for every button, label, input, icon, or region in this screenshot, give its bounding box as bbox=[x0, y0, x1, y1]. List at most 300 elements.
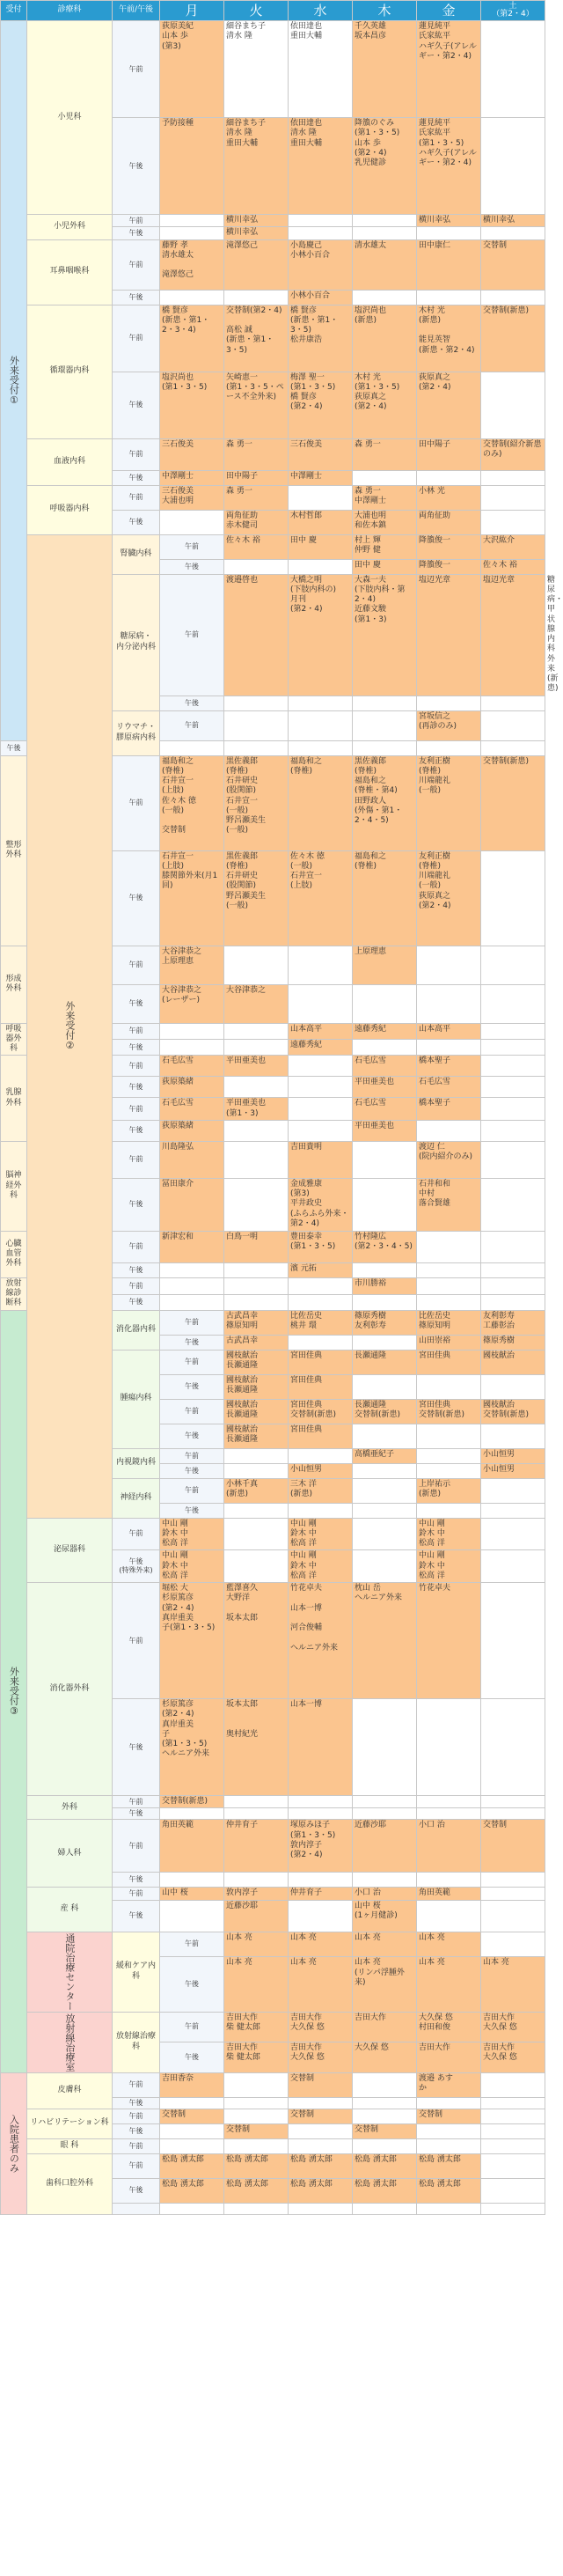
ampm-cell bbox=[113, 2203, 160, 2214]
doctor-cell-fri: 橋本聖子 bbox=[417, 1098, 481, 1121]
doctor-cell-wed bbox=[289, 1098, 353, 1121]
doctor-cell-tue bbox=[289, 1503, 353, 1518]
doctor-cell-wed bbox=[289, 2138, 353, 2153]
department-cell: リハビリテーション科 bbox=[27, 2109, 113, 2138]
doctor-cell-thu bbox=[353, 1141, 417, 1178]
doctor-cell-tue: 小山恒男 bbox=[289, 1463, 353, 1478]
doctor-cell-wed: 中山 剛 鈴木 中 松高 洋 bbox=[289, 1550, 353, 1583]
doctor-cell-mon bbox=[160, 1277, 224, 1294]
doctor-cell-tue bbox=[224, 1077, 289, 1098]
doctor-cell-tue: 平田亜美也 bbox=[224, 1056, 289, 1077]
department-cell: 産 科 bbox=[27, 1888, 113, 1932]
doctor-cell-tue: 横川幸弘 bbox=[224, 215, 289, 227]
doctor-cell-wed: 中山 剛 鈴木 中 松高 洋 bbox=[289, 1518, 353, 1550]
reception-cell: 外来受付③ bbox=[1, 1310, 27, 2072]
doctor-cell-mon: 石毛広雪 bbox=[160, 1098, 224, 1121]
ampm-cell: 午後 bbox=[113, 1900, 160, 1932]
ampm-cell: 午後 bbox=[160, 1374, 224, 1399]
department-cell: 腎臓内科 bbox=[113, 534, 160, 574]
doctor-cell-wed: 竹花卓夫 山本一博 河合俊輔 ヘルニア外来 bbox=[289, 1583, 353, 1699]
doctor-cell-mon: 荻原築緒 bbox=[160, 1120, 224, 1141]
doctor-cell-mon: 古武昌幸 篠原知明 bbox=[224, 1310, 289, 1335]
doctor-cell-mon bbox=[160, 1262, 224, 1277]
department-cell: リウマチ・ 膠原病内科 bbox=[113, 710, 160, 755]
doctor-cell-tue bbox=[224, 1023, 289, 1039]
table-row bbox=[1, 2138, 545, 2153]
ampm-cell: 午後 bbox=[113, 1808, 160, 1820]
doctor-cell-thu bbox=[353, 1178, 417, 1231]
doctor-cell-thu: 福島和之 (脊椎) bbox=[353, 850, 417, 946]
doctor-cell-thu bbox=[353, 1518, 417, 1550]
doctor-cell-mon: 石井宣一 (上肢) 膝関節外来(月1回) bbox=[160, 850, 224, 946]
doctor-cell-wed: 濱 元拓 bbox=[289, 1262, 353, 1277]
doctor-cell-fri: 交替制 bbox=[417, 2109, 481, 2123]
doctor-cell-thu: 山本 亮 bbox=[417, 1957, 481, 2012]
doctor-cell-wed: 長瀬通隆 bbox=[353, 1350, 417, 1374]
doctor-cell-tue: 細谷まち子 清水 隆 bbox=[224, 21, 289, 118]
ampm-cell: 午前 bbox=[113, 1056, 160, 1077]
ampm-cell: 午前 bbox=[160, 574, 224, 696]
ampm-cell: 午前 bbox=[160, 2012, 224, 2042]
doctor-cell-wed bbox=[289, 227, 353, 239]
doctor-cell-fri: 蓮見純平 氏家紘平 ハギ久子(アレルギー・第2・4) bbox=[417, 21, 481, 118]
doctor-cell-mon: 渡邉啓也 bbox=[224, 574, 289, 696]
doctor-cell-mon bbox=[160, 1900, 224, 1932]
doctor-cell-fri: 塩辺光章 bbox=[481, 574, 545, 696]
department-cell: 血液内科 bbox=[27, 438, 113, 485]
doctor-cell-fri bbox=[417, 1808, 481, 1820]
doctor-cell-fri bbox=[481, 1424, 545, 1448]
doctor-cell-sat: 交替制(紹介新患のみ) bbox=[481, 438, 545, 470]
doctor-cell-wed: 村上 輝 仲野 健 bbox=[353, 534, 417, 559]
department-cell: 放射線治療科 bbox=[113, 2012, 160, 2072]
doctor-cell-mon bbox=[224, 696, 289, 710]
doctor-cell-wed bbox=[289, 946, 353, 984]
doctor-cell-thu: 宮田佳典 交替制(新患) bbox=[417, 1399, 481, 1424]
doctor-cell-fri: 松島 湧太郎 bbox=[417, 2178, 481, 2203]
doctor-cell-fri: 橋本聖子 bbox=[417, 1056, 481, 1077]
department-cell: 小児科 bbox=[27, 21, 113, 215]
doctor-cell-tue: 吉田大作 大久保 悠 bbox=[289, 2012, 353, 2042]
doctor-cell-sat: 交替制 bbox=[481, 1820, 545, 1873]
doctor-cell-thu bbox=[417, 1503, 481, 1518]
doctor-cell-tue: 山本 亮 bbox=[289, 1957, 353, 2012]
department-cell: 消化器内科 bbox=[113, 1310, 160, 1350]
doctor-cell-wed bbox=[353, 1463, 417, 1478]
ampm-cell: 午前 bbox=[160, 534, 224, 559]
doctor-cell-thu bbox=[417, 1448, 481, 1463]
doctor-cell-fri: 中山 剛 鈴木 中 松高 洋 bbox=[417, 1550, 481, 1583]
doctor-cell-wed: 篠原秀樹 友利彰寿 bbox=[353, 1310, 417, 1335]
table-row bbox=[1, 2153, 545, 2178]
table-header-row bbox=[1, 1, 545, 21]
doctor-cell-tue: 宮田佳典 bbox=[289, 1374, 353, 1399]
doctor-cell-wed: 吉田大作 bbox=[353, 2012, 417, 2042]
doctor-cell-mon: 角田英範 bbox=[160, 1820, 224, 1873]
doctor-cell-fri: 両角征助 bbox=[417, 510, 481, 534]
doctor-cell-wed bbox=[289, 2097, 353, 2109]
doctor-cell-fri bbox=[481, 696, 545, 710]
doctor-cell-mon: 吉田香奈 bbox=[160, 2072, 224, 2097]
doctor-cell-tue: 藍澤喜久 大野洋 坂本太郎 bbox=[224, 1583, 289, 1699]
department-cell: 糖尿病・ 内分泌内科 bbox=[113, 574, 160, 710]
doctor-cell-fri bbox=[417, 984, 481, 1023]
doctor-cell-mon: 松島 湧太郎 bbox=[160, 2153, 224, 2178]
ampm-cell: 午後 bbox=[160, 1463, 224, 1478]
doctor-cell-wed bbox=[289, 1077, 353, 1098]
ampm-cell: 午後 bbox=[113, 2097, 160, 2109]
department-cell: 乳腺外科 bbox=[1, 1056, 27, 1142]
reception-cell: 入院患者のみ bbox=[1, 2072, 27, 2214]
ampm-cell: 午後 bbox=[160, 696, 224, 710]
table-row bbox=[1, 1518, 545, 1550]
doctor-cell-mon: 堀松 大 杉原篤彦 (第2・4) 真岸重美 子(第1・3・5) bbox=[160, 1583, 224, 1699]
doctor-cell-mon bbox=[160, 2097, 224, 2109]
friday-header: 金 bbox=[417, 1, 481, 21]
doctor-cell-tue: 吉田大作 大久保 悠 bbox=[289, 2042, 353, 2073]
doctor-cell-wed bbox=[289, 1873, 353, 1888]
doctor-cell-wed: 松島 湧太郎 bbox=[289, 2153, 353, 2178]
doctor-cell-fri: 國枝献治 交替制(新患) bbox=[481, 1399, 545, 1424]
doctor-cell-wed bbox=[353, 1335, 417, 1350]
doctor-cell-tue: 松島 湧太郎 bbox=[224, 2153, 289, 2178]
ampm-cell: 午前 bbox=[113, 2109, 160, 2123]
doctor-cell-mon bbox=[224, 1463, 289, 1478]
ampm-cell: 午前 bbox=[113, 2072, 160, 2097]
doctor-cell-tue bbox=[224, 1518, 289, 1550]
doctor-cell-sat bbox=[481, 1098, 545, 1121]
ampm-cell: 午前 bbox=[160, 710, 224, 740]
ampm-cell: 午後 bbox=[113, 118, 160, 215]
doctor-cell-thu: 降籏俊一 bbox=[417, 534, 481, 559]
ampm-cell: 午前 bbox=[113, 1820, 160, 1873]
doctor-cell-wed: 木村哲郎 bbox=[289, 510, 353, 534]
doctor-cell-fri bbox=[417, 2097, 481, 2109]
doctor-cell-tue: 白鳥一明 bbox=[224, 1231, 289, 1262]
doctor-cell-thu: 降籏俊一 bbox=[417, 559, 481, 574]
doctor-cell-fri bbox=[417, 2138, 481, 2153]
ampm-cell: 午後 bbox=[113, 2123, 160, 2138]
doctor-cell-fri bbox=[481, 1374, 545, 1399]
doctor-cell-tue bbox=[224, 2203, 289, 2214]
doctor-cell-wed bbox=[289, 740, 353, 755]
doctor-cell-tue: 細谷まち子 清水 隆 重田大輔 bbox=[224, 118, 289, 215]
ampm-cell: 午後 bbox=[160, 559, 224, 574]
doctor-cell-mon: 吉田大作 柴 健太郎 bbox=[224, 2012, 289, 2042]
table-row bbox=[1, 1820, 545, 1873]
doctor-cell-thu: 森 勇一 中澤剛士 bbox=[353, 485, 417, 510]
doctor-cell-sat bbox=[481, 2109, 545, 2123]
ampm-cell: 午前 bbox=[113, 1518, 160, 1550]
doctor-cell-fri: 小口 治 bbox=[417, 1820, 481, 1873]
table-row bbox=[1, 1796, 545, 1808]
doctor-cell-tue: 宮田佳典 bbox=[289, 1350, 353, 1374]
doctor-cell-thu: 交替制 bbox=[353, 2123, 417, 2138]
doctor-cell-thu: 竹村隆広 (第2・3・4・5) bbox=[353, 1231, 417, 1262]
doctor-cell-mon: 國枝献治 長瀬通隆 bbox=[224, 1374, 289, 1399]
doctor-cell-tue: 森 勇一 bbox=[224, 438, 289, 470]
doctor-cell-sat bbox=[481, 2123, 545, 2138]
ampm-cell: 午後 bbox=[113, 2178, 160, 2203]
doctor-cell-tue bbox=[224, 1277, 289, 1294]
doctor-cell-tue bbox=[289, 559, 353, 574]
doctor-cell-mon bbox=[160, 1873, 224, 1888]
ampm-cell: 午後 bbox=[113, 984, 160, 1023]
doctor-cell-wed: 塚原みほ子 (第1・3・5) 敦内淳子 (第2・4) bbox=[289, 1820, 353, 1873]
doctor-cell-tue: 両角征助 赤木健司 bbox=[224, 510, 289, 534]
department-cell: 婦人科 bbox=[27, 1820, 113, 1888]
doctor-cell-mon bbox=[160, 215, 224, 227]
doctor-cell-thu bbox=[353, 740, 417, 755]
doctor-cell-mon: 山本 亮 bbox=[224, 1932, 289, 1957]
doctor-cell-fri: 友利正樹 (脊椎) 川端龍礼 (一般) bbox=[417, 755, 481, 850]
doctor-cell-thu bbox=[353, 2072, 417, 2097]
doctor-cell-sat bbox=[481, 1178, 545, 1231]
doctor-cell-mon: 荻原築緒 bbox=[160, 1077, 224, 1098]
doctor-cell-thu: 吉田大作 bbox=[417, 2042, 481, 2073]
doctor-cell-mon: 杉原篤彦 (第2・4) 真岸重美 子 (第1・3・5) ヘルニア外来 bbox=[160, 1699, 224, 1796]
doctor-cell-wed bbox=[353, 696, 417, 710]
table-row bbox=[1, 534, 545, 559]
ampm-cell: 午前 bbox=[113, 1796, 160, 1808]
doctor-cell-tue: 滝澤悠己 bbox=[224, 239, 289, 290]
doctor-cell-wed: 山本高平 bbox=[289, 1023, 353, 1039]
doctor-cell-fri: 竹花卓夫 bbox=[417, 1583, 481, 1699]
doctor-cell-wed: 仲井育子 bbox=[289, 1888, 353, 1900]
department-cell: 整形外科 bbox=[1, 755, 27, 946]
doctor-cell-wed: 小島慶己 小林小百合 bbox=[289, 239, 353, 290]
doctor-cell-fri: 蓮見純平 氏家紘平 (第1・3・5) ハギ久子(アレルギー・第2・4) bbox=[417, 118, 481, 215]
doctor-cell-mon bbox=[160, 1039, 224, 1055]
doctor-cell-sat bbox=[481, 2138, 545, 2153]
doctor-cell-wed: 山本 亮 bbox=[353, 1932, 417, 1957]
doctor-cell-mon bbox=[160, 1808, 224, 1820]
ampm-cell: 午前 bbox=[113, 1231, 160, 1262]
ampm-cell: 午前 bbox=[160, 1350, 224, 1374]
doctor-cell-wed: 遠藤秀紀 bbox=[289, 1039, 353, 1055]
doctor-cell-tue bbox=[224, 946, 289, 984]
doctor-cell-fri: 石毛広雪 bbox=[417, 1077, 481, 1098]
ampm-cell: 午前 bbox=[113, 2138, 160, 2153]
doctor-cell-fri bbox=[481, 710, 545, 740]
doctor-cell-tue bbox=[224, 2097, 289, 2109]
doctor-cell-mon bbox=[160, 740, 224, 755]
doctor-cell-sat bbox=[481, 1023, 545, 1039]
department-cell: 小児外科 bbox=[27, 215, 113, 240]
doctor-cell-mon: 中澤剛士 bbox=[160, 470, 224, 485]
ampm-cell: 午前 bbox=[113, 1888, 160, 1900]
doctor-cell-fri bbox=[417, 470, 481, 485]
doctor-cell-mon: 中山 剛 鈴木 中 松高 洋 bbox=[160, 1550, 224, 1583]
doctor-cell-tue bbox=[224, 1550, 289, 1583]
doctor-cell-thu: 降籏のぐみ (第1・3・5) 山本 歩 (第2・4) 乳児健診 bbox=[353, 118, 417, 215]
doctor-cell-wed bbox=[289, 984, 353, 1023]
doctor-cell-mon: 福島和之 (脊椎) 石井宣一 (上肢) 佐々木 徳 (一般) 交替制 bbox=[160, 755, 224, 850]
reception-cell: 外来受付② bbox=[27, 534, 113, 1518]
doctor-cell-thu: 石毛広雪 bbox=[353, 1056, 417, 1077]
doctor-cell-thu: 平田亜美也 bbox=[353, 1120, 417, 1141]
doctor-cell-mon: 佐々木 裕 bbox=[224, 534, 289, 559]
doctor-cell-mon bbox=[160, 227, 224, 239]
doctor-cell-fri: 中山 剛 鈴木 中 松高 洋 bbox=[417, 1518, 481, 1550]
department-cell: 皮膚科 bbox=[27, 2072, 113, 2109]
doctor-cell-wed: 田中 慶 bbox=[353, 559, 417, 574]
doctor-cell-wed bbox=[353, 1478, 417, 1503]
doctor-cell-mon: 大谷津恭之 (レーザー) bbox=[160, 984, 224, 1023]
ampm-cell: 午前 bbox=[113, 215, 160, 227]
department-cell: 緩和ケア内科 bbox=[113, 1932, 160, 2012]
doctor-cell-sat bbox=[481, 1583, 545, 1699]
doctor-cell-mon bbox=[224, 1448, 289, 1463]
doctor-cell-mon: 中山 剛 鈴木 中 松高 洋 bbox=[160, 1518, 224, 1550]
doctor-cell-fri bbox=[417, 1796, 481, 1808]
doctor-cell-thu: 黒佐義郎 (脊椎) 福島和之 (脊椎・第4) 田野政人 (外傷・第1・2・4・5) bbox=[353, 755, 417, 850]
doctor-cell-wed: 交替制 bbox=[289, 2072, 353, 2097]
doctor-cell-mon: 小林千真 (新患) bbox=[224, 1478, 289, 1503]
ampm-cell: 午後 bbox=[113, 1873, 160, 1888]
doctor-cell-fri: 荻原真之 (第2・4) bbox=[417, 372, 481, 438]
ampm-cell: 午前 bbox=[113, 1583, 160, 1699]
doctor-cell-tue: 松島 湧太郎 bbox=[224, 2178, 289, 2203]
table-row: 糖尿病・ 内分泌内科 午前 渡邉啓也 大橋之明 (下肢内科の) 月刊 (第2・4) 大森一夫 (下肢内科・第2・4) 近藤文駿 (第1・3) 塩辺光章 塩辺光章 糖尿病・甲状腺内科外来(新患) bbox=[1, 574, 545, 696]
doctor-cell-tue: 三木 洋 (新患) bbox=[289, 1478, 353, 1503]
doctor-cell-wed: 交替制 bbox=[289, 2109, 353, 2123]
doctor-cell-tue bbox=[224, 2138, 289, 2153]
doctor-cell-fri bbox=[417, 1699, 481, 1796]
reception-cell: 外来受付① bbox=[1, 21, 27, 741]
doctor-cell-tue bbox=[224, 1178, 289, 1231]
doctor-cell-tue: 宮田佳典 bbox=[289, 1424, 353, 1448]
doctor-cell-sat bbox=[481, 1262, 545, 1277]
doctor-cell-wed: 山本一博 bbox=[289, 1699, 353, 1796]
doctor-cell-mon bbox=[224, 1503, 289, 1518]
doctor-cell-sat bbox=[481, 1796, 545, 1808]
ampm-cell: 午後 bbox=[113, 510, 160, 534]
wednesday-header: 水 bbox=[289, 1, 353, 21]
department-cell: 泌尿器科 bbox=[27, 1518, 113, 1583]
department-cell: 眼 科 bbox=[27, 2138, 113, 2153]
doctor-cell-mon: 山本 亮 bbox=[224, 1957, 289, 2012]
department-cell: 外科 bbox=[27, 1796, 113, 1820]
department-cell: 耳鼻咽喉科 bbox=[27, 239, 113, 305]
doctor-cell-wed bbox=[289, 485, 353, 510]
doctor-cell-fri: 小林 光 bbox=[417, 485, 481, 510]
doctor-cell-mon: 吉田大作 柴 健太郎 bbox=[224, 2042, 289, 2073]
doctor-cell-wed: 松島 湧太郎 bbox=[289, 2178, 353, 2203]
doctor-cell-tue: 宮田佳典 交替制(新患) bbox=[289, 1399, 353, 1424]
doctor-cell-tue: 山本 亮 bbox=[289, 1932, 353, 1957]
doctor-cell-tue bbox=[224, 1262, 289, 1277]
doctor-cell-thu: 平田亜美也 bbox=[353, 1077, 417, 1098]
doctor-cell-wed bbox=[353, 1374, 417, 1399]
ampm-cell: 午前 bbox=[113, 2153, 160, 2178]
doctor-cell-fri: 山本高平 bbox=[417, 1023, 481, 1039]
doctor-cell-mon bbox=[160, 1294, 224, 1310]
doctor-cell-mon: 三石俊美 bbox=[160, 438, 224, 470]
doctor-cell-thu bbox=[353, 227, 417, 239]
ampm-cell: 午後 bbox=[113, 850, 160, 946]
doctor-cell-thu bbox=[353, 470, 417, 485]
doctor-cell-wed: 三石俊美 bbox=[289, 438, 353, 470]
department-cell: 腫瘍内科 bbox=[113, 1350, 160, 1448]
department-cell: 歯科口腔外科 bbox=[27, 2153, 113, 2214]
doctor-cell-fri bbox=[481, 1478, 545, 1503]
doctor-cell-wed: 吉田貴明 bbox=[289, 1141, 353, 1178]
doctor-cell-wed: 依田達也 重田大輔 bbox=[289, 21, 353, 118]
doctor-cell-tue: 大谷津恭之 bbox=[224, 984, 289, 1023]
doctor-cell-thu: 上原理恵 bbox=[353, 946, 417, 984]
doctor-cell-tue: 田中 慶 bbox=[289, 534, 353, 559]
doctor-cell-thu: 木村 光 (第1・3・5) 荻原真之 (第2・4) bbox=[353, 372, 417, 438]
doctor-cell-sat bbox=[481, 946, 545, 984]
doctor-cell-fri: 山本 亮 bbox=[481, 1957, 545, 2012]
table-row bbox=[1, 21, 545, 118]
ampm-cell: 午後 bbox=[113, 1178, 160, 1231]
doctor-cell-wed: 大久保 悠 bbox=[353, 2042, 417, 2073]
schedule-body bbox=[1, 21, 563, 2215]
doctor-cell-thu bbox=[353, 1796, 417, 1808]
doctor-cell-fri: 國枝献治 bbox=[481, 1350, 545, 1374]
department-cell: 消化器外科 bbox=[27, 1583, 113, 1796]
doctor-cell-sat bbox=[481, 1120, 545, 1141]
doctor-cell-fri: 吉田大作 大久保 悠 bbox=[481, 2012, 545, 2042]
doctor-cell-mon: 古武昌幸 bbox=[224, 1335, 289, 1350]
doctor-cell-wed bbox=[289, 2123, 353, 2138]
doctor-cell-fri bbox=[481, 1932, 545, 1957]
doctor-cell-tue: 黒佐義郎 (脊椎) 石井研史 (股関節) 石井宣一 (一般) 野呂瀬美生 (一般) bbox=[224, 755, 289, 850]
doctor-cell-thu bbox=[353, 2097, 417, 2109]
ampm-cell: 午前 bbox=[160, 1310, 224, 1335]
table-row bbox=[1, 215, 545, 227]
doctor-cell-sat bbox=[481, 1808, 545, 1820]
doctor-cell-wed: 長瀬通隆 交替制(新患) bbox=[353, 1399, 417, 1424]
doctor-cell-tue: 横川幸弘 bbox=[224, 227, 289, 239]
doctor-cell-thu: 塩沢尚也 (新患) bbox=[353, 305, 417, 372]
ampm-cell: 午後 (特殊外来) bbox=[113, 1550, 160, 1583]
table-row bbox=[1, 2072, 545, 2097]
doctor-cell-fri bbox=[417, 1873, 481, 1888]
doctor-cell-sat bbox=[481, 470, 545, 485]
doctor-cell-wed: 大森一夫 (下肢内科・第2・4) 近藤文駿 (第1・3) bbox=[353, 574, 417, 696]
doctor-cell-fri: 佐々木 裕 bbox=[481, 559, 545, 574]
ampm-cell: 午前 bbox=[113, 1277, 160, 1294]
doctor-cell-fri: 小山恒男 bbox=[481, 1448, 545, 1463]
doctor-cell-wed: 佐々木 徳 (一般) 石井宣一 (上肢) bbox=[289, 850, 353, 946]
doctor-cell-sat: 交替制(新患) bbox=[481, 305, 545, 372]
ampm-cell: 午前 bbox=[113, 239, 160, 290]
doctor-cell-thu: 山本 亮 bbox=[417, 1932, 481, 1957]
doctor-cell-tue: 森 勇一 bbox=[224, 485, 289, 510]
doctor-cell-sat bbox=[481, 1294, 545, 1310]
doctor-cell-wed bbox=[353, 1424, 417, 1448]
doctor-cell-fri: 友利正樹 (脊椎) 川端龍礼 (一般) 荻原真之 (第2・4) bbox=[417, 850, 481, 946]
doctor-cell-wed bbox=[289, 2203, 353, 2214]
doctor-cell-thu bbox=[353, 1699, 417, 1796]
doctor-cell-fri: 横川幸弘 bbox=[417, 215, 481, 227]
doctor-cell-tue: 坂本太郎 奥村紀光 bbox=[224, 1699, 289, 1796]
doctor-cell-fri bbox=[481, 1503, 545, 1518]
doctor-cell-fri: 友利彰寿 工藤彰治 bbox=[481, 1310, 545, 1335]
doctor-cell-thu: 大久保 悠 村田和俊 bbox=[417, 2012, 481, 2042]
doctor-cell-tue: 大橋之明 (下肢内科の) 月刊 (第2・4) bbox=[289, 574, 353, 696]
doctor-cell-mon: 藤野 孝 清水雄太 滝澤悠己 bbox=[160, 239, 224, 290]
doctor-cell-sat bbox=[481, 1888, 545, 1900]
department-header: 診療科 bbox=[27, 1, 113, 21]
doctor-cell-wed bbox=[353, 710, 417, 740]
doctor-cell-thu bbox=[353, 215, 417, 227]
doctor-cell-thu bbox=[353, 1262, 417, 1277]
doctor-cell-thu: 市川勝裕 bbox=[353, 1277, 417, 1294]
